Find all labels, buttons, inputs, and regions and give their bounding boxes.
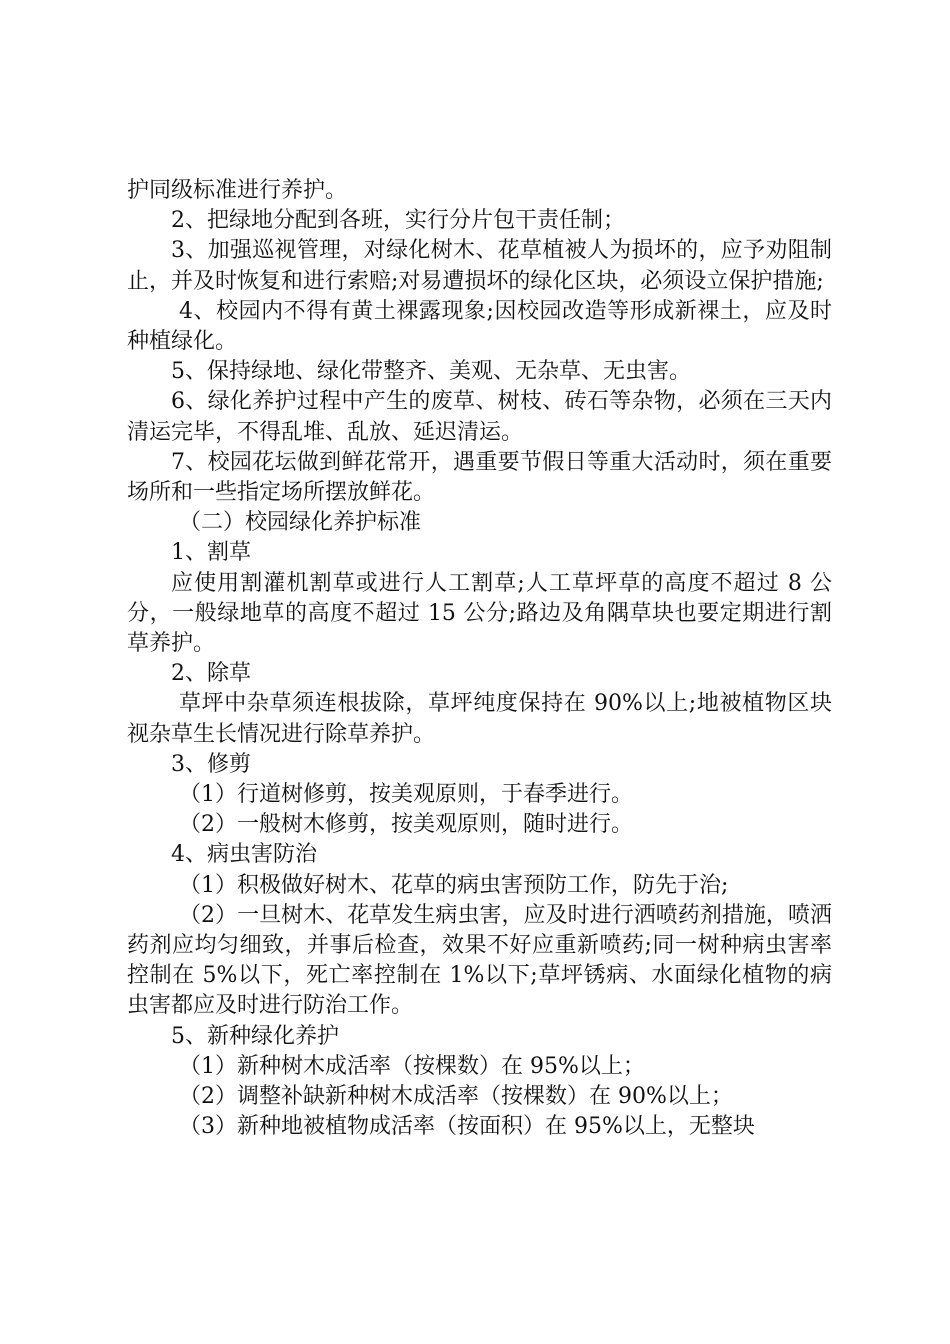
subsection-title: 4、病虫害防治 <box>171 842 317 868</box>
section-heading: （二）校园绿化养护标准 <box>179 510 422 536</box>
paragraph: 6、绿化养护过程中产生的废草、树枝、砖石等杂物，必须在三天内清运完毕，不得乱堆、乱放、延迟清运。 <box>127 389 832 445</box>
subsection-title: 5、新种绿化养护 <box>171 1023 339 1049</box>
paragraph: 草坪中杂草须连根拔除，草坪纯度保持在 90%以上;地被植物区块视杂草生长情况进行除草养护。 <box>127 691 832 747</box>
paragraph: 2、把绿地分配到各班，实行分片包干责任制； <box>171 208 625 234</box>
paragraph: 应使用割灌机割草或进行人工割草;人工草坪草的高度不超过 8 公分，一般绿地草的高度不超过 15 公分;路边及角隅草块也要定期进行割草养护。 <box>127 570 832 657</box>
subsection-title: 2、除草 <box>171 661 251 687</box>
paragraph: 5、保持绿地、绿化带整齐、美观、无杂草、无虫害。 <box>171 359 691 385</box>
list-item: （3）新种地被植物成活率（按面积）在 95%以上，无整块 <box>179 1114 755 1140</box>
paragraph: 护同级标准进行养护。 <box>127 178 348 203</box>
list-item: （1）新种树木成活率（按棵数）在 95%以上； <box>179 1053 645 1079</box>
paragraph: 4、校园内不得有黄土裸露现象;因校园改造等形成新裸土，应及时种植绿化。 <box>127 298 832 355</box>
paragraph: 3、加强巡视管理，对绿化树木、花草植被人为损坏的，应予劝阻制止，并及时恢复和进行索赔;对易遭损坏的绿化区块，必须设立保护措施; <box>127 238 832 294</box>
list-item: （2）一般树木修剪，按美观原则，随时进行。 <box>179 812 633 838</box>
list-item: （1）积极做好树木、花草的病虫害预防工作，防先于治; <box>179 872 729 898</box>
document-body <box>127 176 832 1143</box>
list-item: （2）一旦树木、花草发生病虫害，应及时进行洒喷药剂措施，喷洒药剂应均匀细致，并事后检查，效果不好应重新喷药;同一树种病虫害率控制在 5%以下，死亡率控制在 1%以下;草坪锈病、水面绿化植物的病虫害都应及时进行防治工作。 <box>127 902 832 1019</box>
paragraph: 7、校园花坛做到鲜花常开，遇重要节假日等重大活动时，须在重要场所和一些指定场所摆放鲜花。 <box>127 449 832 506</box>
subsection-title: 1、割草 <box>171 540 251 566</box>
subsection-title: 3、修剪 <box>171 751 251 777</box>
list-item: （1）行道树修剪，按美观原则，于春季进行。 <box>179 782 633 808</box>
list-item: （2）调整补缺新种树木成活率（按棵数）在 90%以上； <box>179 1084 733 1110</box>
